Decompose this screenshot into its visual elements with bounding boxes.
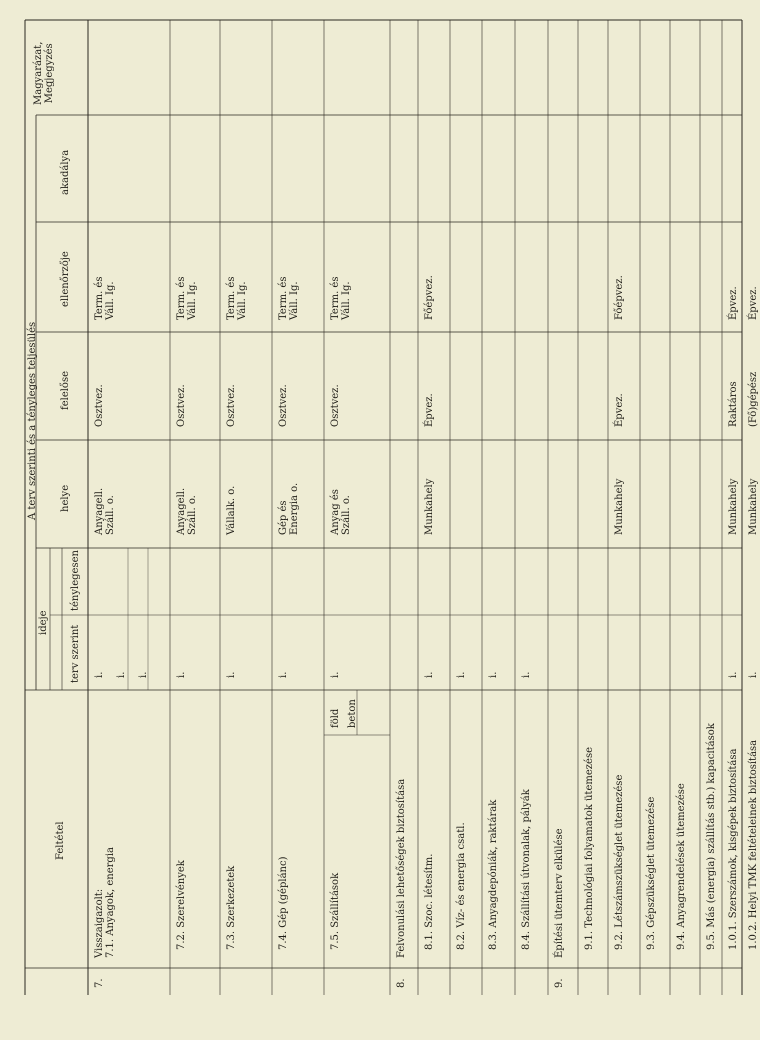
row-place: Anyagell. Száll. o.: [94, 487, 116, 535]
row-subcondition: beton: [347, 699, 358, 728]
header-actual: ténylegesen: [70, 550, 81, 611]
header-plan-vs-actual: A terv szerinti és a tényleges teljesülés: [27, 321, 38, 520]
row-place: Gép és Energia o.: [278, 482, 300, 535]
header-condition: Feltétel: [55, 821, 66, 860]
row-responsible: Épvez.: [614, 393, 625, 427]
row-planned-time: i.: [728, 671, 739, 678]
row-planned-time: i.: [94, 671, 105, 678]
header-notes: Magyarázat, Megjegyzés: [33, 41, 55, 105]
header-responsible: felelőse: [60, 370, 71, 410]
row-place: Anyagell. Száll. o.: [176, 487, 198, 535]
row-condition: 8.1. Szoc. létesítm.: [424, 853, 435, 950]
row-planned-time: i.: [226, 671, 237, 678]
header-time: ideje: [38, 610, 49, 635]
row-responsible: Osztvez.: [226, 384, 237, 427]
row-responsible: (Fő)gépész: [748, 371, 759, 427]
row-controller: Term. és Váll. Ig.: [330, 276, 352, 320]
row-planned-time: i.: [278, 671, 289, 678]
row-condition: 9.3. Gépszükséglet ütemezése: [646, 796, 657, 950]
row-planned-time: i.: [748, 671, 759, 678]
row-subcondition: föld: [330, 708, 341, 728]
row-planned-time: i.: [456, 671, 467, 678]
row-responsible: Osztvez.: [176, 384, 187, 427]
row-number: 8.: [396, 978, 407, 988]
header-planned: terv szerint: [70, 624, 81, 683]
row-condition: 1.0.2. Helyi TMK feltételeinek biztosítása: [748, 739, 759, 950]
row-condition: 7.2. Szerelvények: [176, 860, 187, 950]
row-condition: 7.4. Gép (géplánc): [278, 856, 289, 950]
row-planned-time: i.: [488, 671, 499, 678]
row-controller: Főépvez.: [614, 275, 625, 320]
row-controller: Term. és Váll. Ig.: [226, 276, 248, 320]
row-planned-time: i.: [424, 671, 435, 678]
row-responsible: Osztvez.: [94, 384, 105, 427]
row-controller: Épvez.: [748, 286, 759, 320]
header-place: helye: [60, 484, 71, 512]
row-planned-time: i.: [138, 671, 149, 678]
row-planned-time: i.: [521, 671, 532, 678]
row-condition: 9.2. Létszámszükséglet ütemezése: [614, 774, 625, 950]
row-place: Munkahely: [424, 478, 435, 535]
row-place: Anyag és Száll. o.: [330, 489, 352, 535]
row-condition: Felvonulási lehetőségek biztosítása: [396, 778, 407, 958]
row-controller: Term. és Váll. Ig.: [176, 276, 198, 320]
row-controller: Épvez.: [728, 286, 739, 320]
row-condition: 7.5. Szállítások: [330, 872, 341, 950]
row-responsible: Épvez.: [424, 393, 435, 427]
row-condition: 9.1. Technológiai folyamatok ütemezése: [584, 747, 595, 950]
row-planned-time: i.: [176, 671, 187, 678]
row-place: Munkahely: [728, 478, 739, 535]
row-planned-time: i.: [116, 671, 127, 678]
row-responsible: Osztvez.: [278, 384, 289, 427]
row-planned-time: i.: [330, 671, 341, 678]
row-place: Munkahely: [614, 478, 625, 535]
row-controller: Főépvez.: [424, 275, 435, 320]
row-number: 7.: [94, 978, 105, 988]
header-controller: ellenőrzője: [60, 251, 71, 307]
row-condition: 1.0.1. Szerszámok, kisgépek biztosítása: [728, 748, 739, 950]
row-condition: Visszaigazolt: 7.1. Anyagok, energia: [94, 847, 116, 958]
row-responsible: Osztvez.: [330, 384, 341, 427]
row-number: 9.: [554, 978, 565, 988]
row-controller: Term. és Váll. Ig.: [94, 276, 116, 320]
row-place: Munkahely: [748, 478, 759, 535]
row-controller: Term. és Váll. Ig.: [278, 276, 300, 320]
row-condition: 8.3. Anyagdepóniák, raktárak: [488, 799, 499, 950]
row-condition: 7.3. Szerkezetek: [226, 865, 237, 950]
row-condition: 8.2. Víz- és energia csatl.: [456, 822, 467, 950]
row-responsible: Raktáros: [728, 381, 739, 427]
row-condition: Építési ütemterv elkülése: [554, 828, 565, 958]
row-condition: 9.4. Anyagrendelések ütemezése: [676, 783, 687, 950]
row-place: Vállalk. o.: [226, 485, 237, 535]
row-condition: 9.5. Más (energia) szállítás stb.) kapacitások: [706, 723, 717, 950]
header-obstacle: akadálya: [60, 149, 71, 195]
row-condition: 8.4. Szállítási útvonalak, pályák: [521, 789, 532, 950]
